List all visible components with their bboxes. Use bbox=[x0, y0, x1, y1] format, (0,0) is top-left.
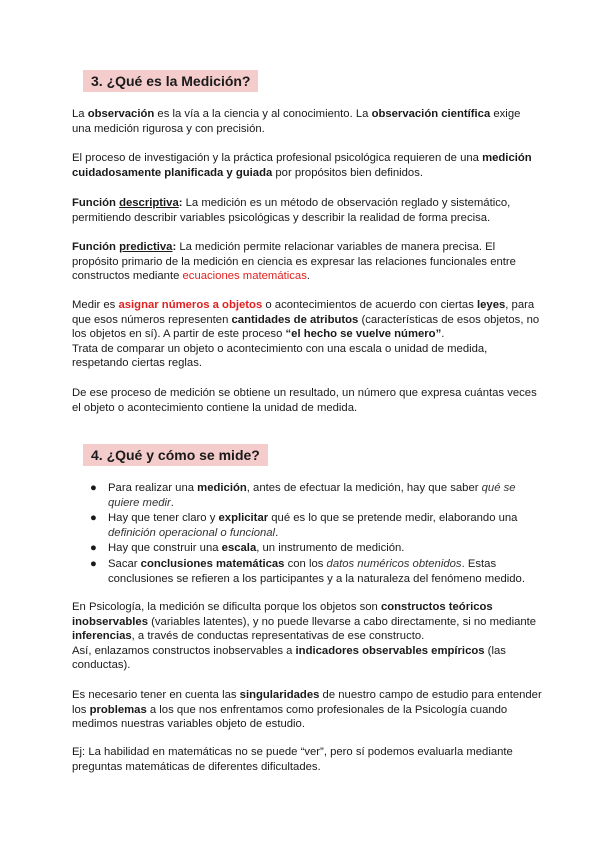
list-item: ● Para realizar una medición, antes de efectuar la medición, hay que saber qué se quiere medir. bbox=[90, 482, 516, 509]
paragraph-example: Ej: La habilidad en matemáticas no se puede “ver”, pero sí podemos evaluarla mediante preguntas matemáticas de diferentes dificultades. bbox=[72, 746, 513, 773]
section-4-heading: 4. ¿Qué y cómo se mide? bbox=[83, 444, 268, 466]
bullet-icon: ● bbox=[90, 482, 97, 494]
paragraph-descriptive-function: Función descriptiva: La medición es un método de observación reglado y sistemático, permitiendo describir variables psicológicas y describir la realidad de forma precisa. bbox=[72, 197, 511, 224]
paragraph-singularities: Es necesario tener en cuenta las singularidades de nuestro campo de estudio para entender los problemas a los que nos enfrentamos como profesionales de la Psicología cuando medimos nuestras variables objeto de estudio. bbox=[72, 689, 542, 731]
paragraph-observation: La observación es la vía a la ciencia y al conocimiento. La observación científica exige una medición rigurosa y con precisión. bbox=[72, 108, 521, 135]
list-item: ● Hay que construir una escala, un instrumento de medición. bbox=[90, 542, 405, 555]
bullet-icon: ● bbox=[90, 542, 97, 555]
section-3-heading: 3. ¿Qué es la Medición? bbox=[83, 70, 258, 92]
paragraph-predictive-function: Función predictiva: La medición permite relacionar variables de manera precisa. El propósito primario de la medición en ciencia es expresar las relaciones funcionales entre constructos mediante ecuaciones matemáticas. bbox=[72, 241, 516, 283]
bullet-icon: ● bbox=[90, 512, 97, 525]
list-item: ● Hay que tener claro y explicitar qué es lo que se pretende medir, elaborando una definición operacional o funcional. bbox=[90, 512, 518, 539]
paragraph-measure-definition: Medir es asignar números a objetos o acontecimientos de acuerdo con ciertas leyes, para que esos números representen cantidades de atributos (características de esos objetos, no los objetos en sí). A partir de este proceso “el hecho se vuelve número”. Trata de comparar un objeto o acontecimiento con una escala o unidad de medida, respetando ciertas reglas. bbox=[72, 299, 540, 370]
paragraph-process: El proceso de investigación y la práctica profesional psicológica requieren de una medición cuidadosamente planificada y guiada por propósitos bien definidos. bbox=[72, 152, 532, 179]
paragraph-measure-result: De ese proceso de medición se obtiene un resultado, un número que expresa cuántas veces el objeto o acontecimiento contiene la unidad de medida. bbox=[72, 387, 537, 414]
list-item: ● Sacar conclusiones matemáticas con los datos numéricos obtenidos. Estas conclusiones se refieren a los participantes y a la naturaleza del fenómeno medido. bbox=[90, 557, 525, 585]
paragraph-psychology-constructs: En Psicología, la medición se dificulta porque los objetos son constructos teóricos inobservables (variables latentes), y no puede llevarse a cabo directamente, si no mediante inferencias, a través de conductas representativas de ese constructo. Así, enlazamos constructos inobservables a indicadores observables empíricos (las conductas). bbox=[72, 601, 537, 672]
bullet-icon: ● bbox=[90, 557, 97, 570]
bullet-list bbox=[72, 481, 542, 587]
